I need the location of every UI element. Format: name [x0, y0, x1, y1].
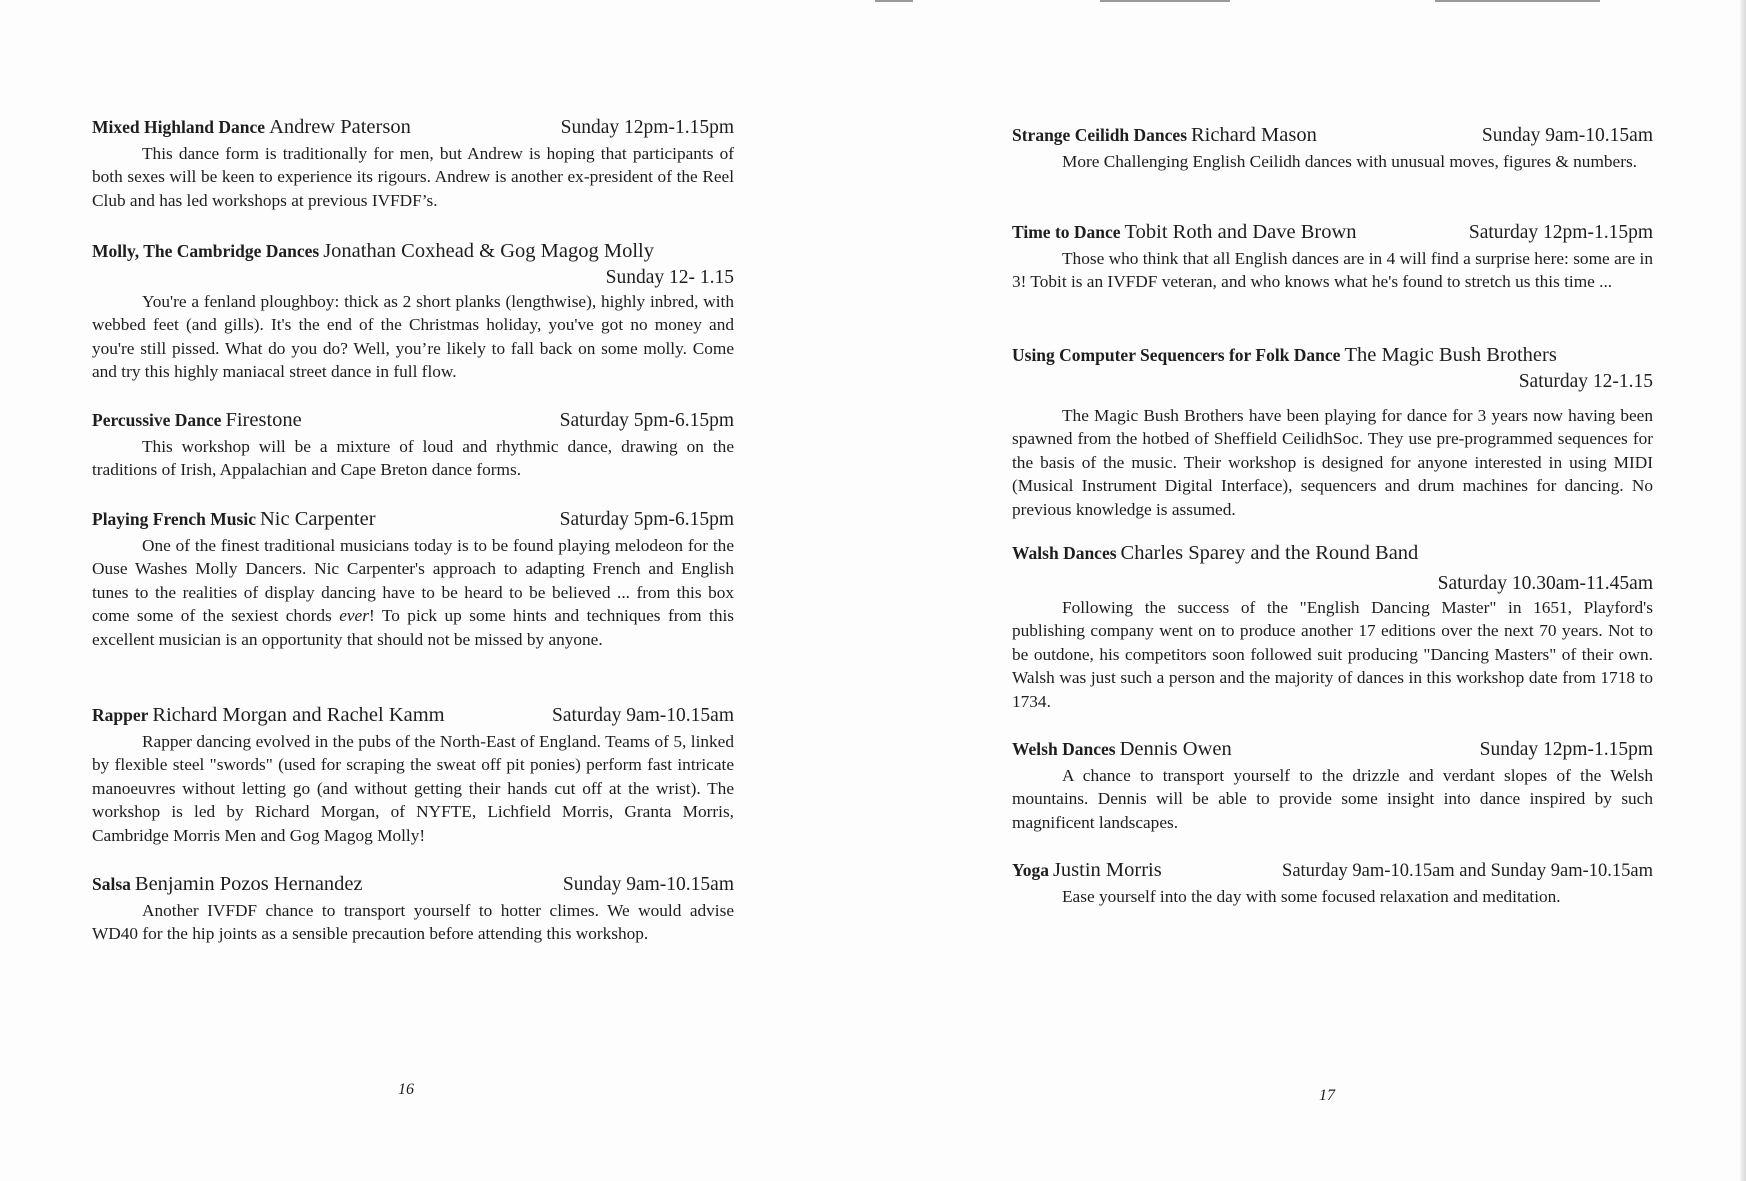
- entry-heading: [92, 702, 734, 730]
- entry-heading: [1012, 857, 1653, 885]
- workshop-topic: Time to Dance: [1012, 222, 1121, 242]
- workshop-topic: Mixed Highland Dance: [92, 117, 266, 137]
- workshop-description: Following the success of the "English Dancing Master" in 1651, Playford's publishing company went on to produce another 17 editions over the next 70 years. Not to be outdone, his competitors soon followed suit producing "Dancing Masters" of their own. Walsh was just such a person and the majority of dances in this workshop date from 1718 to 1734.: [1012, 598, 1653, 711]
- description-emphasis: ever: [339, 606, 369, 626]
- workshop-topic: Strange Ceilidh Dances: [1012, 125, 1187, 145]
- workshop-topic: Using Computer Sequencers for Folk Dance: [1012, 345, 1341, 365]
- workshop-time: Saturday 12pm-1.15pm: [1468, 222, 1653, 243]
- workshop-time: Saturday 5pm-6.15pm: [559, 509, 734, 530]
- workshop-entry: [1012, 540, 1653, 713]
- workshop-entry: [92, 506, 734, 651]
- workshop-leader: Tobit Roth and Dave Brown: [1124, 221, 1357, 243]
- entry-heading: [1012, 342, 1653, 370]
- entry-heading: [1012, 540, 1653, 568]
- workshop-topic: Playing French Music: [92, 509, 256, 529]
- workshop-leader: Firestone: [225, 409, 302, 431]
- workshop-topic: Percussive Dance: [92, 410, 222, 430]
- workshop-time: Sunday 9am-10.15am: [1481, 125, 1653, 146]
- workshop-topic: Walsh Dances: [1012, 543, 1117, 563]
- workshop-entry: [1012, 736, 1653, 834]
- workshop-leader: Richard Mason: [1191, 124, 1317, 146]
- workshop-topic: Molly, The Cambridge Dances: [92, 241, 320, 261]
- workshop-topic: Yoga: [1012, 860, 1049, 880]
- workshop-time: Saturday 10.30am-11.45am: [1437, 573, 1653, 594]
- entry-heading: [1012, 736, 1653, 764]
- workshop-entry: [1012, 857, 1653, 908]
- workshop-time: Sunday 12- 1.15: [605, 267, 734, 288]
- workshop-description: [92, 534, 734, 651]
- page-number: 17: [1319, 1087, 1335, 1104]
- entry-heading: [92, 238, 734, 266]
- workshop-entry: [1012, 342, 1653, 521]
- workshop-entry: [92, 702, 734, 847]
- workshop-time: Saturday 5pm-6.15pm: [559, 410, 734, 431]
- workshop-description: The Magic Bush Brothers have been playing for dance for 3 years now having been spawned from the hotbed of Sheffield CeilidhSoc. They use pre-programmed sequences for the basis of the music. Their workshop is designed for anyone interested in using MIDI (Musical Instrument Digital Interface), sequencers and drum machines for dancing. No previous knowledge is assumed.: [1012, 406, 1653, 519]
- workshop-leader: Charles Sparey and the Round Band: [1120, 542, 1419, 564]
- workshop-time: Saturday 9am-10.15am and Sunday 9am-10.15am: [1282, 861, 1653, 881]
- workshop-description: Another IVFDF chance to transport yourself to hotter climes. We would advise WD40 for the hip joints as a sensible precaution before attending this workshop.: [92, 901, 734, 944]
- workshop-leader: Dennis Owen: [1119, 738, 1232, 760]
- workshop-topic: Rapper: [92, 705, 149, 725]
- workshop-leader: Justin Morris: [1052, 859, 1162, 881]
- workshop-time: Saturday 12-1.15: [1518, 371, 1653, 392]
- workshop-leader: Andrew Paterson: [269, 116, 411, 138]
- workshop-topic: Welsh Dances: [1012, 739, 1116, 759]
- workshop-leader: The Magic Bush Brothers: [1344, 344, 1557, 366]
- scan-mark: [1100, 0, 1230, 2]
- workshop-time: Sunday 12pm-1.15pm: [1479, 739, 1653, 760]
- workshop-description: You're a fenland ploughboy: thick as 2 short planks (lengthwise), highly inbred, with webbed feet (and gills). It's the end of the Christmas holiday, you've got no money and you're still pissed. What do you do? Well, you’re likely to fall back on some molly. Come and try this highly maniacal street dance in full flow.: [92, 292, 734, 382]
- entry-heading: [92, 114, 734, 142]
- workshop-leader: Nic Carpenter: [259, 508, 376, 530]
- workshop-leader: Benjamin Pozos Hernandez: [134, 873, 363, 895]
- entry-heading: [92, 506, 734, 534]
- workshop-entry: [92, 114, 734, 212]
- entry-heading: [92, 871, 734, 899]
- entry-heading: [92, 407, 734, 435]
- scan-mark: [1435, 0, 1600, 2]
- workshop-description: Rapper dancing evolved in the pubs of the North-East of England. Teams of 5, linked by flexible steel "swords" (used for scraping the sweat off pit ponies) perform fast intricate manoeuvres without letting go (and without getting their hands cut off at the wrist). The workshop is led by Richard Morgan, of NYFTE, Lichfield Morris, Granta Morris, Cambridge Morris Men and Gog Magog Molly!: [92, 732, 734, 845]
- entry-heading: [1012, 219, 1653, 247]
- workshop-entry: [92, 407, 734, 482]
- workshop-description: This dance form is traditionally for men, but Andrew is hoping that participants of both sexes will be keen to experience its rigours. Andrew is another ex-president of the Reel Club and has led workshops at previous IVFDF’s.: [92, 144, 734, 210]
- workshop-description: A chance to transport yourself to the drizzle and verdant slopes of the Welsh mountains. Dennis will be able to provide some insight into dance inspired by such magnificent landscapes.: [1012, 766, 1653, 832]
- entry-heading: [1012, 122, 1653, 150]
- workshop-leader: Richard Morgan and Rachel Kamm: [152, 704, 445, 726]
- workshop-time: Sunday 12pm-1.15pm: [560, 117, 734, 138]
- workshop-entry: [1012, 219, 1653, 294]
- description-text: One of the finest traditional musicians today is to be found playing melodeon for the Ouse Washes Molly Dancers. Nic Carpenter's approach to adapting French and English tunes to the realities of display dancing have to be heard to be believed ... from this box come some of the sexiest chords: [92, 536, 734, 626]
- page-edge-shadow: [1740, 0, 1746, 1181]
- workshop-time: Saturday 9am-10.15am: [552, 705, 734, 726]
- scan-mark: [875, 0, 913, 2]
- workshop-leader: Jonathan Coxhead & Gog Magog Molly: [323, 240, 655, 262]
- description-text: ! To pick up some hints and techniques from this excellent musician is an opportunity that should not be missed by anyone.: [92, 606, 734, 649]
- workshop-entry: [92, 871, 734, 946]
- workshop-time: Sunday 9am-10.15am: [562, 874, 734, 895]
- workshop-topic: Salsa: [92, 874, 131, 894]
- workshop-description: Ease yourself into the day with some focused relaxation and meditation.: [1062, 887, 1561, 906]
- workshop-description: More Challenging English Ceilidh dances with unusual moves, figures & numbers.: [1062, 152, 1637, 171]
- page-number: 16: [398, 1081, 414, 1098]
- workshop-entry: [1012, 122, 1653, 173]
- workshop-entry: [92, 238, 734, 384]
- workshop-description: Those who think that all English dances are in 4 will find a surprise here: some are in 3! Tobit is an IVFDF veteran, and who knows what he's found to stretch us this time ...: [1012, 249, 1653, 292]
- workshop-description: This workshop will be a mixture of loud and rhythmic dance, drawing on the traditions of Irish, Appalachian and Cape Breton dance forms.: [92, 437, 734, 480]
